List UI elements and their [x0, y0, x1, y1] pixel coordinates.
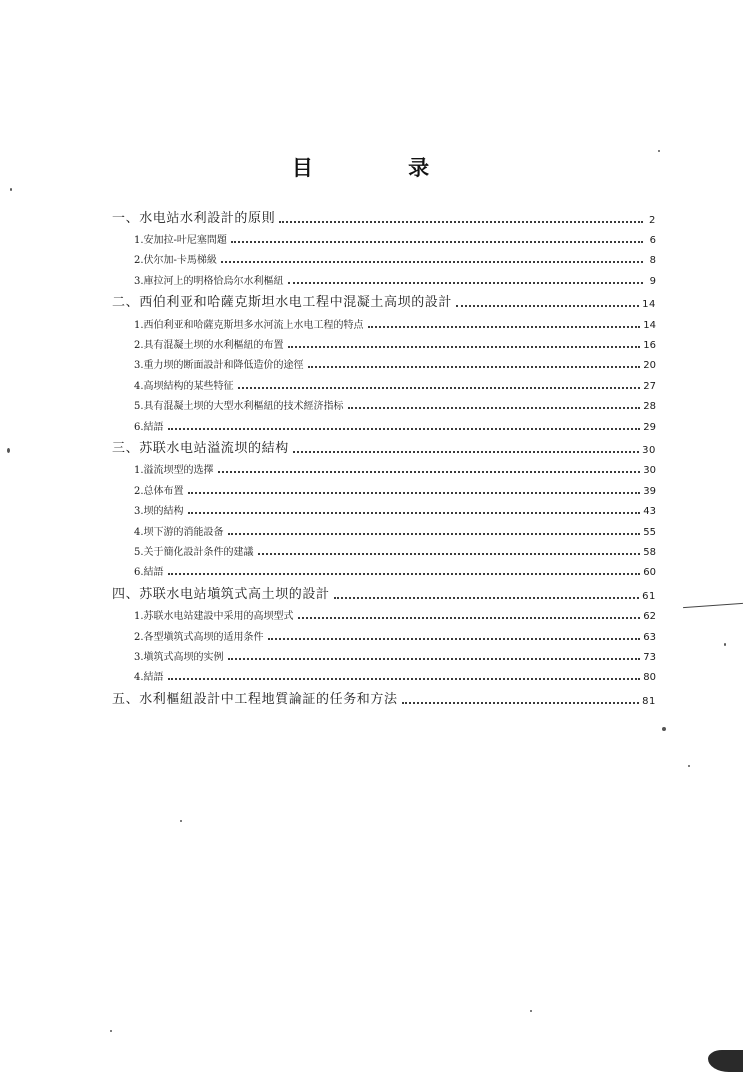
scan-speck: [110, 1030, 112, 1032]
toc-subsection-entry: [112, 268, 656, 288]
toc-page-number: 55: [643, 526, 656, 538]
toc-page-number: 43: [643, 506, 656, 518]
toc-entry-label: 四、苏联水电站塡筑式高土坝的設計: [112, 586, 330, 602]
toc-page-number: 60: [643, 567, 656, 579]
toc-section-entry: [112, 687, 656, 709]
toc-page-number: 14: [643, 319, 656, 331]
toc-page-number: 30: [643, 465, 656, 477]
dot-leader: [293, 451, 639, 453]
scan-speck: [658, 150, 660, 152]
dot-leader: [221, 261, 643, 263]
toc-entry-label: 3.重力坝的断面設計和降低造价的途徑: [134, 360, 304, 372]
toc-entry-label: 2.具有混凝土坝的水利樞紐的布置: [134, 339, 284, 351]
scan-speck: [724, 643, 726, 646]
toc-subsection-entry: [112, 645, 656, 665]
toc-subsection-entry: [112, 560, 656, 580]
dot-leader: [348, 407, 641, 409]
toc-entry-label: 1.溢流坝型的选擇: [134, 465, 214, 477]
toc-subsection-entry: [112, 499, 656, 519]
dot-leader: [188, 492, 641, 494]
toc-page-number: 27: [643, 380, 656, 392]
toc-entry-label: 5.关于簡化設計条件的建議: [134, 546, 254, 558]
toc-page-number: 61: [642, 590, 656, 602]
scan-speck: [7, 448, 10, 453]
dot-leader: [188, 512, 641, 514]
toc-entry-label: 1.安加拉-叶尼塞問題: [134, 234, 227, 246]
page-title: 目 录: [291, 156, 474, 180]
toc-entry-label: 1.西伯利亚和哈薩克斯坦多水河流上水电工程的特点: [134, 319, 364, 331]
toc-subsection-entry: [112, 333, 656, 353]
toc-section-entry: [112, 291, 656, 313]
toc-subsection-entry: [112, 394, 656, 414]
dot-leader: [298, 617, 641, 619]
toc-subsection-entry: [112, 604, 656, 624]
toc-subsection-entry: [112, 540, 656, 560]
scan-scuff: [708, 1050, 743, 1072]
toc-page-number: 14: [642, 299, 656, 311]
toc-page-number: 29: [643, 421, 656, 433]
toc-entry-label: 五、水利樞紐設計中工程地質論証的任务和方法: [112, 691, 398, 707]
dot-leader: [218, 471, 641, 473]
dot-leader: [228, 658, 641, 660]
toc-entry-label: 6.結語: [134, 421, 164, 433]
toc-entry-label: 4.結語: [134, 672, 164, 684]
toc-page-number: 2: [649, 214, 656, 226]
table-of-contents: [112, 206, 656, 709]
toc-entry-label: 6.結語: [134, 567, 164, 579]
toc-entry-label: 3.塡筑式高坝的实例: [134, 652, 224, 664]
dot-leader: [288, 282, 643, 284]
toc-page-number: 39: [643, 485, 656, 497]
toc-subsection-entry: [112, 373, 656, 393]
toc-entry-label: 三、苏联水电站溢流坝的結构: [112, 441, 289, 457]
toc-subsection-entry: [112, 458, 656, 478]
dot-leader: [308, 366, 641, 368]
toc-page-number: 20: [643, 360, 656, 372]
toc-page-number: 16: [643, 339, 656, 351]
dot-leader: [168, 428, 641, 430]
toc-entry-label: 5.具有混凝土坝的大型水利樞紐的技术經济指标: [134, 401, 344, 413]
toc-entry-label: 1.苏联水电站建設中采用的高坝型式: [134, 611, 294, 623]
toc-entry-label: 2.伏尔加-卡馬梯級: [134, 255, 217, 267]
toc-entry-label: 二、西伯利亚和哈薩克斯坦水电工程中混凝土高坝的設計: [112, 295, 453, 311]
dot-leader: [228, 533, 641, 535]
toc-entry-label: 3.庫拉河上的明格恰烏尔水利樞紐: [134, 275, 284, 287]
toc-section-entry: [112, 206, 656, 228]
dot-leader: [238, 387, 641, 389]
toc-subsection-entry: [112, 248, 656, 268]
scan-speck: [180, 820, 182, 822]
toc-entry-label: 2.总体布置: [134, 485, 184, 497]
dot-leader: [456, 305, 639, 307]
toc-subsection-entry: [112, 228, 656, 248]
dot-leader: [279, 221, 643, 223]
toc-subsection-entry: [112, 665, 656, 685]
toc-entry-label: 2.各型塡筑式高坝的适用条件: [134, 631, 264, 643]
toc-page-number: 8: [649, 255, 656, 267]
toc-entry-label: 一、水电站水利設計的原則: [112, 210, 276, 226]
toc-subsection-entry: [112, 353, 656, 373]
scan-speck: [10, 188, 12, 191]
toc-page-number: 63: [643, 631, 656, 643]
toc-entry-label: 4.坝下游的消能設备: [134, 526, 224, 538]
dot-leader: [258, 553, 641, 555]
dot-leader: [168, 678, 641, 680]
toc-section-entry: [112, 582, 656, 604]
dot-leader: [168, 573, 641, 575]
toc-page-number: 28: [643, 401, 656, 413]
dot-leader: [368, 326, 641, 328]
dot-leader: [334, 597, 639, 599]
toc-page-number: 73: [643, 652, 656, 664]
dot-leader: [231, 241, 643, 243]
toc-subsection-entry: [112, 478, 656, 498]
toc-page-number: 30: [642, 445, 656, 457]
toc-subsection-entry: [112, 414, 656, 434]
toc-page-number: 58: [643, 546, 656, 558]
toc-page-number: 81: [642, 695, 656, 707]
toc-page-number: 6: [649, 234, 656, 246]
toc-page-number: 80: [643, 672, 656, 684]
scan-speck: [688, 765, 690, 767]
toc-subsection-entry: [112, 519, 656, 539]
dot-leader: [402, 702, 639, 704]
toc-page-number: 62: [643, 611, 656, 623]
toc-subsection-entry: [112, 312, 656, 332]
scan-speck: [662, 727, 666, 731]
toc-page-number: 9: [649, 275, 656, 287]
toc-entry-label: 3.坝的結构: [134, 506, 184, 518]
dot-leader: [268, 638, 641, 640]
toc-subsection-entry: [112, 624, 656, 644]
toc-section-entry: [112, 437, 656, 459]
scan-speck: [530, 1010, 532, 1012]
scan-scuff: [683, 603, 743, 608]
dot-leader: [288, 346, 641, 348]
toc-entry-label: 4.高坝結构的某些特征: [134, 380, 234, 392]
